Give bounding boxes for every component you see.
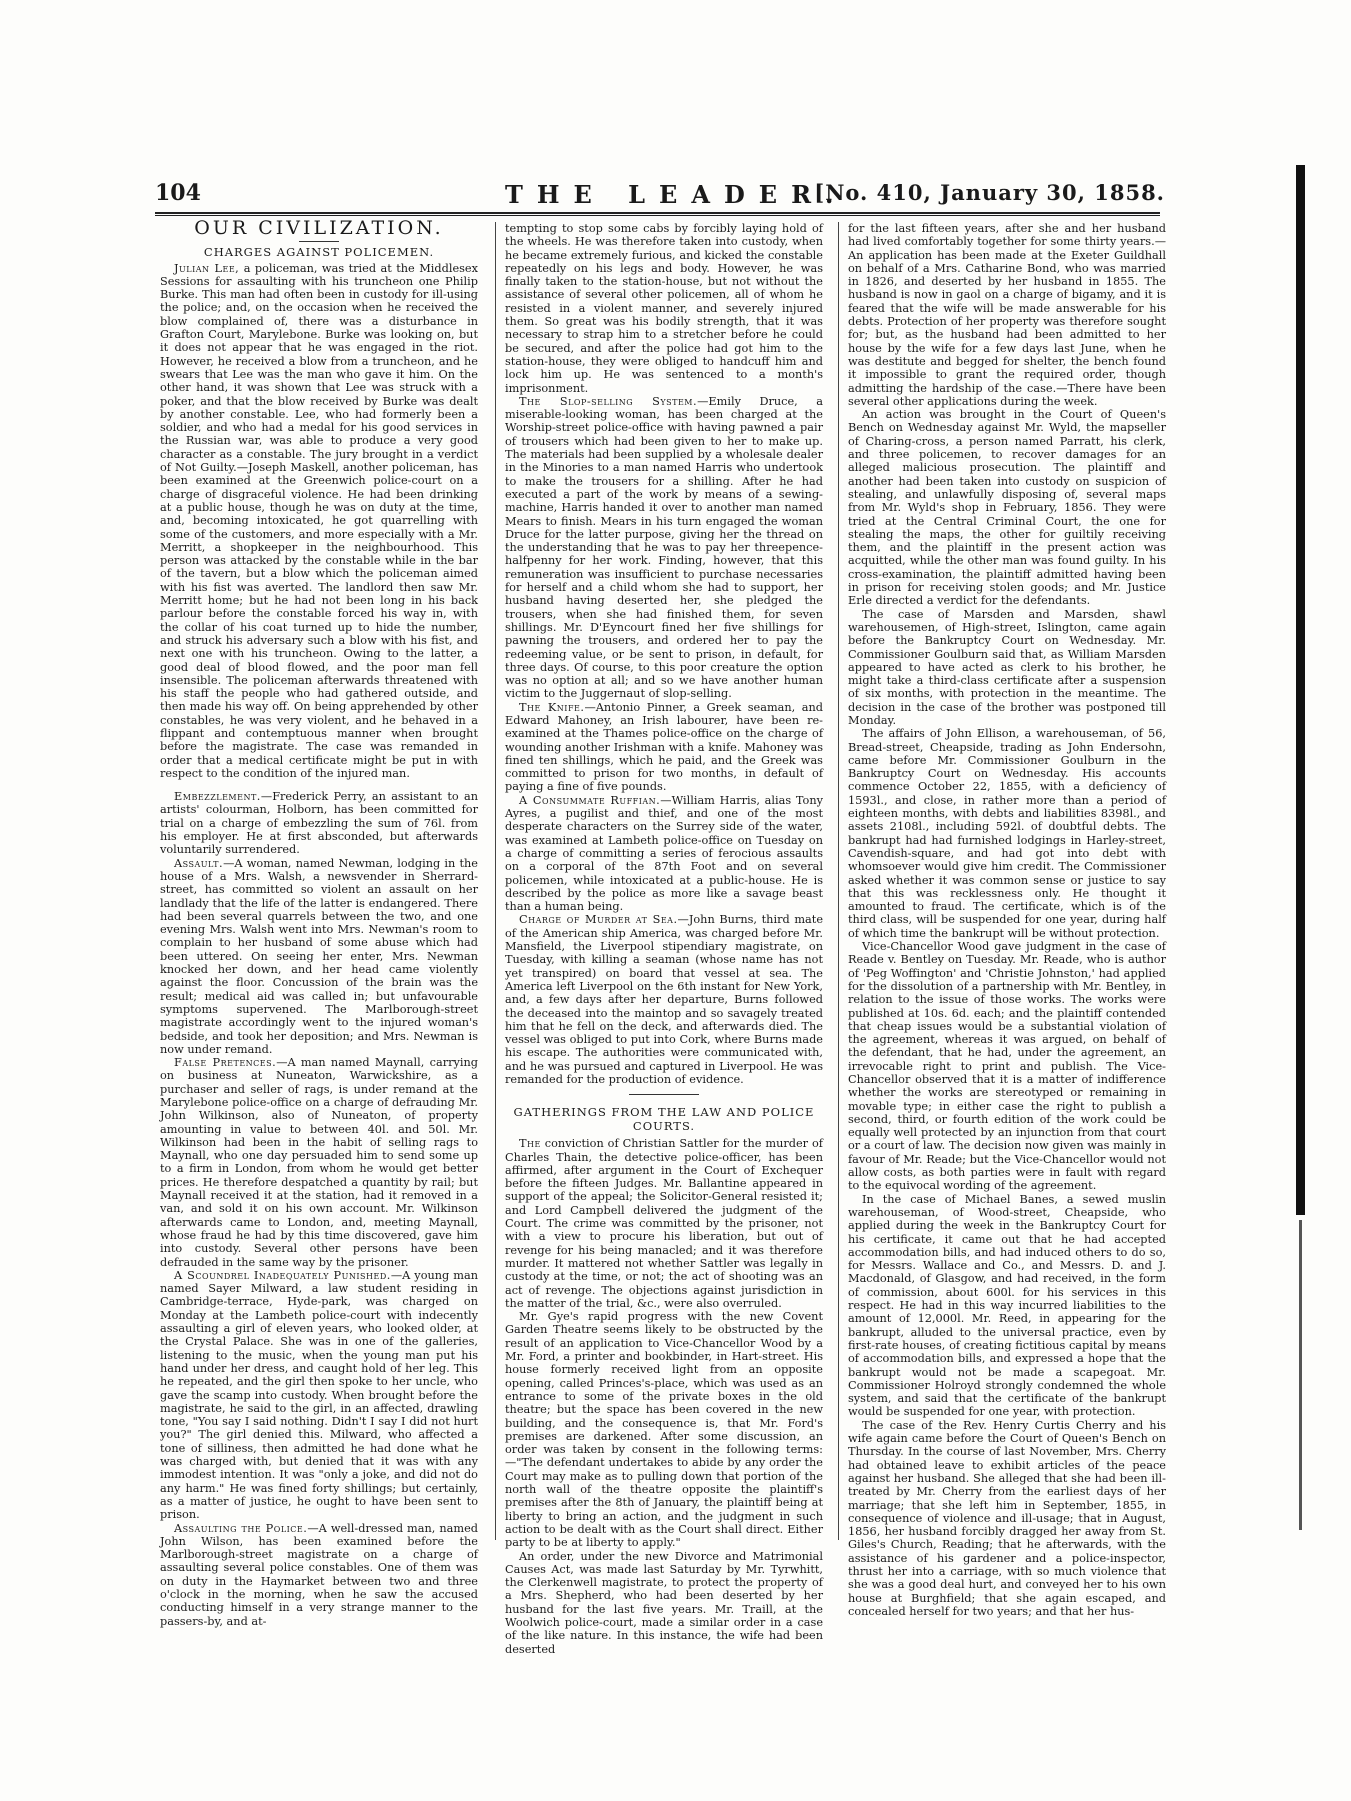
header-rule-thin [155, 215, 1160, 216]
article-paragraph: The conviction of Christian Sattler for the murder of Charles Thain, the detective police-officer, has been affirmed, after argument in the Court of Exchequer before the fifteen Judges. Mr. Ballantine appeared in support of the appeal; the Solicitor-General resisted it; and Lord Campbell delivered the judgment of the Court. The crime was committed by the prisoner, not with a view to procure his liberation, but out of revenge for his being manacled; and it was therefore murder. It mattered not whether Sattler was legally in custody at the time, or not; the act of shooting was an act of revenge. The objections against jurisdiction in the matter of the trial, &c., were also overruled. [505, 1137, 823, 1310]
column-divider [838, 222, 839, 1540]
section-divider [629, 1094, 699, 1095]
article-paragraph: Embezzlement.—Frederick Perry, an assistant to an artists' colourman, Holborn, has been committed for trial on a charge of embezzling the sum of 76l. from his employer. He at first absconded, but afterwards voluntarily surrendered. [160, 790, 478, 857]
title-divider [299, 241, 339, 242]
article-paragraph: Assaulting the Police.—A well-dressed man, named John Wilson, has been examined before the Marlborough-street magistrate on a charge of assaulting several police constables. One of them was on duty in the Haymarket between two and three o'clock in the morning, when he saw the accused conducting himself in a very strange manner to the passers-by, and at- [160, 1521, 478, 1628]
paragraph-lead: Assaulting the Police. [174, 1521, 308, 1535]
paragraph-lead: Embezzlement. [174, 790, 261, 804]
article-paragraph: An action was brought in the Court of Queen's Bench on Wednesday against Mr. Wyld, the mapseller of Charing-cross, a person named Parratt, his clerk, and three policemen, to recover damages for an alleged malicious prosecution. The plaintiff and another had been taken into custody on suspicion of stealing, and unlawfully disposing of, several maps from Mr. Wyld's shop in February, 1856. They were tried at the Central Criminal Court, the one for stealing the maps, the other for guiltily receiving them, and the plaintiff in the present action was acquitted, while the other man was found guilty. In his cross-examination, the plaintiff admitted having been in prison for receiving stolen goods; and Mr. Justice Erle directed a verdict for the defendants. [848, 408, 1166, 608]
article-paragraph: Vice-Chancellor Wood gave judgment in the case of Reade v. Bentley on Tuesday. Mr. Reade, who is author of 'Peg Woffington' and 'Christie Johnston,' had applied for the dissolution of a partnership with Mr. Bentley, in relation to the issue of those works. The works were published at 10s. 6d. each; and the plaintiff contended that cheap issues would be a substantial violation of the agreement, whereas it was argued, on behalf of the defendant, that he had, under the agreement, an irrevocable right to print and publish. The Vice-Chancellor observed that it is a matter of indifference whether the works are stereotyped or remaining in movable type; in either case the right to publish a second, third, or fourth edition of the work could be equally well protected by an injunction from that court or a court of law. The decision now given was mainly in favour of Mr. Reade; but the Vice-Chancellor would not allow costs, as both parties were in fault with regard to the equivocal wording of the agreement. [848, 940, 1166, 1193]
header-rule [155, 212, 1160, 214]
article-paragraph: An order, under the new Divorce and Matrimonial Causes Act, was made last Saturday by Mr. Tyrwhitt, the Clerkenwell magistrate, to protect the property of a Mrs. Shepherd, who had been deserted by her husband for the last five years. Mr. Traill, at the Woolwich police-court, made a similar order in a case of the like nature. In this instance, the wife had been deserted [505, 1549, 823, 1656]
article-paragraph: The case of the Rev. Henry Curtis Cherry and his wife again came before the Court of Queen's Bench on Thursday. In the course of last November, Mrs. Cherry had obtained leave to exhibit articles of the peace against her husband. She alleged that she had been ill-treated by Mr. Cherry from the earliest days of her marriage; that she left him in September, 1855, in consequence of violence and ill-usage; that in August, 1856, her husband forcibly dragged her away from St. Giles's Church, Reading; that he afterwards, with the assistance of his gardener and a police-inspector, thrust her into a carriage, with so much violence that she was a good deal hurt, and conveyed her to his own house at Burghfield; that she again escaped, and concealed herself for two years; and that her hus- [848, 1418, 1166, 1618]
article-paragraph: for the last fifteen years, after she and her husband had lived comfortably together for some thirty years.—An application has been made at the Exeter Guildhall on behalf of a Mrs. Catharine Bond, who was married in 1826, and deserted by her husband in 1855. The husband is now in gaol on a charge of bigamy, and it is feared that the wife will be made answerable for his debts. Protection of her property was therefore sought for; but, as the husband had been admitted to her house by the wife for a few days last June, when he was destitute and begged for shelter, the bench found it impossible to grant the required order, though admitting the hardship of the case.—There have been several other applications during the week. [848, 222, 1166, 408]
article-paragraph: False Pretences.—A man named Maynall, carrying on business at Nuneaton, Warwickshire, as a purchaser and seller of rags, is under remand at the Marylebone police-office on a charge of defrauding Mr. John Wilkinson, also of Nuneaton, of property amounting in value to between 40l. and 50l. Mr. Wilkinson had been in the habit of selling rags to Maynall, who one day persuaded him to send some up to a firm in London, from whom he would get better prices. He therefore despatched a quantity by rail; but Maynall received it at the station, had it removed in a van, and sold it on his own account. Mr. Wilkinson afterwards came to London, and, meeting Maynall, whose fraud he had by this time discovered, gave him into custody. Several other persons have been defrauded in the same way by the prisoner. [160, 1056, 478, 1269]
article-paragraph: In the case of Michael Banes, a sewed muslin warehouseman, of Wood-street, Cheapside, who applied during the week in the Bankruptcy Court for his certificate, it came out that he had accepted accommodation bills, and had induced others to do so, for Messrs. Wallace and Co., and Messrs. D. and J. Macdonald, of Glasgow, and had received, in the form of commission, about 600l. for his services in this respect. He had in this way incurred liabilities to the amount of 12,000l. Mr. Reed, in appearing for the bankrupt, alluded to the universal practice, even by first-rate houses, of creating fictitious capital by means of accommodation bills, and expressed a hope that the bankrupt would not be made a scapegoat. Mr. Commissioner Holroyd strongly condemned the whole system, and said that the certificate of the bankrupt would be suspended for one year, with protection. [848, 1192, 1166, 1419]
paragraph-lead: Assault. [174, 856, 224, 870]
column-divider [495, 222, 496, 1540]
article-paragraph: Mr. Gye's rapid progress with the new Covent Garden Theatre seems likely to be obstructed by the result of an application to Vice-Chancellor Wood by a Mr. Ford, a printer and bookbinder, in Hart-street. His house formerly received light from an opposite opening, called Princes's-place, which was used as an entrance to some of the private boxes in the old theatre; but the space has been covered in the new building, and the consequence is, that Mr. Ford's premises are darkened. After some discussion, an order was taken by consent in the following terms:—"The defendant undertakes to abide by any order the Court may make as to pulling down that portion of the north wall of the theatre opposite the plaintiff's premises after the 8th of January, the plaintiff being at liberty to bring an action, and the judgment in such action to be dealt with as the Court shall direct. Either party to be at liberty to apply." [505, 1310, 823, 1550]
scan-edge-shadow [1296, 165, 1305, 1215]
page-number: 104 [155, 180, 201, 206]
section-subtitle: CHARGES AGAINST POLICEMEN. [203, 245, 435, 260]
article-paragraph: tempting to stop some cabs by forcibly laying hold of the wheels. He was therefore taken into custody, when he became extremely furious, and kicked the constable repeatedly on his legs and body. However, he was finally taken to the station-house, but not without the assistance of several other policemen, all of whom he resisted in a violent manner, and severely injured them. So great was his bodily strength, that it was necessary to strap him to a stretcher before he could be secured, and after the police had got him to the station-house, they were obliged to handcuff him and lock him up. He was sentenced to a month's imprisonment. [505, 222, 823, 395]
article-paragraph: A Consummate Ruffian.—William Harris, alias Tony Ayres, a pugilist and thief, and one of the most desperate characters on the Surrey side of the water, was examined at Lambeth police-office on Tuesday on a charge of committing a series of ferocious assaults on a corporal of the 87th Foot and on several policemen, while intoxicated at a public-house. He is described by the police as more like a savage beast than a human being. [505, 793, 823, 914]
masthead-title: THE LEADER. [505, 180, 848, 209]
column-2 [505, 222, 824, 1656]
article-paragraph: Charge of Murder at Sea.—John Burns, third mate of the American ship America, was charged before Mr. Mansfield, the Liverpool stipendiary magistrate, on Tuesday, with killing a seaman (whose name has not yet transpired) on board that vessel at sea. The America left Liverpool on the 6th instant for New York, and, a few days after her departure, Burns followed the deceased into the maintop and so savagely treated him that he fell on the deck, and afterwards died. The vessel was obliged to put into Cork, where Burns made his escape. The authorities were communicated with, and he was pursued and captured in Liverpool. He was remanded for the production of evidence. [505, 913, 824, 1086]
paragraph-lead: The Slop-selling System. [519, 394, 698, 408]
column-3 [848, 222, 1166, 1618]
page-header [155, 180, 1165, 212]
article-paragraph: The Slop-selling System.—Emily Druce, a miserable-looking woman, has been charged at the Worship-street police-office with having pawned a pair of trousers which had been given to her to make up. The materials had been supplied by a wholesale dealer in the Minories to a man named Harris who undertook to make the trousers for a shilling. After he had executed a part of the work by means of a sewing-machine, Harris handed it over to another man named Mears to finish. Mears in his turn engaged the woman Druce for the latter purpose, giving her the thread on the understanding that he was to pay her threepence-halfpenny for her work. Finding, however, that this remuneration was insufficient to purchase necessaries for herself and a child whom she had to support, her husband having deserted her, she pledged the trousers, when she had finished them, for seven shillings. Mr. D'Eyncourt fined her five shillings for pawning the trousers, and ordered her to pay the redeeming value, or be sent to prison, in default, for three days. Of course, to this poor creature the option was no option at all; and so we have another human victim to the Juggernaut of slop-selling. [505, 394, 823, 701]
article-paragraph: The affairs of John Ellison, a warehouseman, of 56, Bread-street, Cheapside, trading as John Endersohn, came before Mr. Commissioner Goulburn in the Bankruptcy Court on Wednesday. His accounts commence October 22, 1855, with a deficiency of 1593l., and close, in rather more than a period of eighteen months, with debts and liabilities 8398l., and assets 2108l., including 592l. of doubtful debts. The bankrupt had had furnished lodgings in Harley-street, Cavendish-square, and had got into debt with whomsoever would give him credit. The Commissioner asked whether it was common sense or justice to say that this was recklessness only. He thought it amounted to fraud. The certificate, which is of the third class, will be suspended for one year, during half of which time the bankrupt will be without protection. [848, 727, 1166, 940]
column-1 [160, 217, 478, 1628]
paragraph-lead: False Pretences. [174, 1056, 277, 1070]
paragraph-lead: A Consummate Ruffian. [519, 793, 661, 807]
article-paragraph: The case of Marsden and Marsden, shawl warehousemen, of High-street, Islington, came again before the Bankruptcy Court on Wednesday. Mr. Commissioner Goulburn said that, as William Marsden appeared to have acted as clerk to his brother, he might take a third-class certificate after a suspension of six months, with protection in the meantime. The decision in the case of the brother was postponed till Monday. [848, 607, 1166, 727]
issue-date: [No. 410, January 30, 1858. [814, 180, 1165, 205]
scan-edge-shadow [1299, 1220, 1302, 1530]
paragraph-lead: The [519, 1137, 541, 1151]
article-paragraph: The Knife.—Antonio Pinner, a Greek seaman, and Edward Mahoney, an Irish labourer, have been re-examined at the Thames police-office on the charge of wounding another Irishman with a knife. Mahoney was fined ten shillings, which he paid, and the Greek was committed to prison for two months, in default of paying a fine of five pounds. [505, 700, 823, 794]
section-title: OUR CIVILIZATION. [194, 217, 444, 239]
article-paragraph: Julian Lee, a policeman, was tried at the Middlesex Sessions for assaulting with his truncheon one Philip Burke. This man had often been in custody for ill-using the police; and, on the occasion when he received the blow complained of, there was a disturbance in Grafton Court, Marylebone. Burke was looking on, but it does not appear that he was engaged in the riot. However, he received a blow from a truncheon, and he swears that Lee was the man who gave it him. On the other hand, it was shown that Lee was struck with a poker, and that the blow received by Burke was dealt by another constable. Lee, who had formerly been a soldier, and who had a medal for his good services in the Russian war, was able to produce a very good character as a constable. The jury brought in a verdict of Not Guilty.—Joseph Maskell, another policeman, has been examined at the Greenwich police-court on a charge of disgraceful violence. He had been drinking at a public house, though he was on duty at the time, and, becoming intoxicated, he got quarrelling with some of the customers, and more especially with a Mr. Merritt, a shopkeeper in the neighbourhood. This person was attacked by the constable while in the bar of the tavern, but a blow which the policeman aimed with his fist was averted. The landlord then saw Mr. Merritt home; but he had not been long in his back parlour before the constable forced his way in, with the collar of his coat turned up to hide the number, and struck his adversary such a blow with his fist, and next one with his truncheon. Owing to the latter, a good deal of blood flowed, and the poor man fell insensible. The policeman afterwards threatened with his staff the people who had gathered outside, and then made his way off. On being apprehended by other constables, he was very violent, and he behaved in a flippant and contemptuous manner when brought before the magistrate. The case was remanded in order that a medical certificate might be put in with respect to the condition of the injured man. [160, 261, 478, 780]
paragraph-lead: Julian Lee, [174, 261, 240, 275]
article-paragraph: A Scoundrel Inadequately Punished.—A young man named Sayer Milward, a law student residing in Cambridge-terrace, Hyde-park, was charged on Monday at the Lambeth police-court with indecently assaulting a girl of eleven years, who looked older, at the Crystal Palace. She was in one of the galleries, listening to the music, when the young man put his hand under her dress, and caught hold of her leg. This he repeated, and the girl then spoke to her uncle, who gave the scamp into custody. When brought before the magistrate, he said to the girl, in an affected, drawling tone, "You say I said nothing. Didn't I say I did not hurt you?" The girl denied this. Milward, who affected a tone of silliness, then admitted he had done what he was charged with, but denied that it was with any immodest intention. It was "only a joke, and did not do any harm." He was fined forty shillings; but certainly, as a matter of justice, he ought to have been sent to prison. [160, 1268, 478, 1522]
paragraph-lead: The Knife. [519, 700, 585, 714]
paragraph-lead: A Scoundrel Inadequately Punished. [174, 1268, 391, 1282]
section-subtitle: GATHERINGS FROM THE LAW AND POLICE COURTS. [513, 1105, 815, 1134]
paragraph-lead: Charge of Murder at Sea. [519, 913, 678, 927]
article-paragraph: Assault.—A woman, named Newman, lodging in the house of a Mrs. Walsh, a newsvender in Sherrard-street, has committed so violent an assault on her landlady that the life of the latter is endangered. There had been several quarrels between the two, and one evening Mrs. Walsh went into Mrs. Newman's room to complain to her husband of some abuse which had been uttered. On seeing her enter, Mrs. Newman knocked her down, and her head came violently against the floor. Concussion of the brain was the result; medical aid was called in; but unfavourable symptoms supervened. The Marlborough-street magistrate accordingly went to the injured woman's bedside, and took her deposition; and Mrs. Newman is now under remand. [160, 856, 478, 1056]
